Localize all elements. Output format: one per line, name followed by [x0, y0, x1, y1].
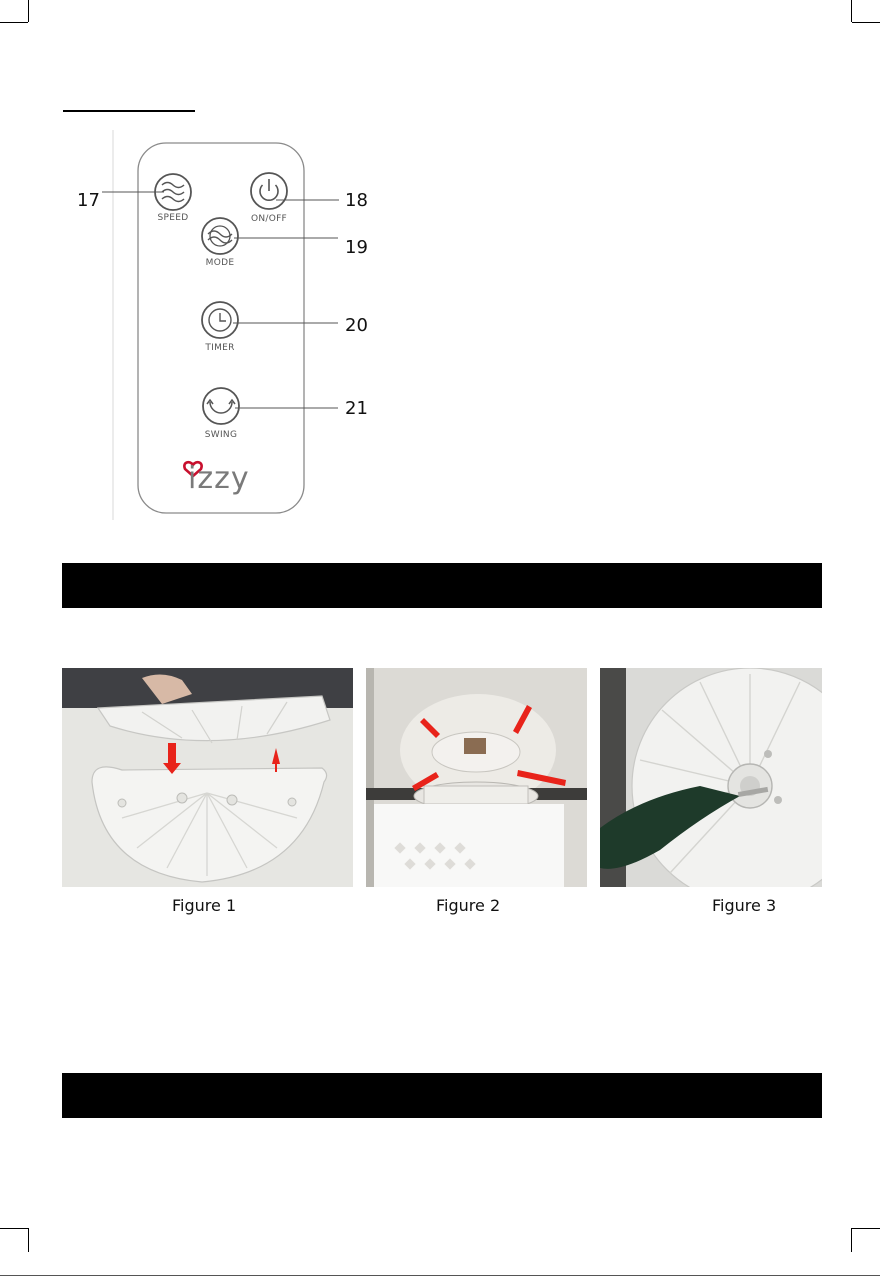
section-header-bar-1 — [62, 563, 822, 608]
callout-21: 21 — [345, 398, 368, 419]
figure-3-photo — [600, 668, 822, 887]
figure-2-photo — [366, 668, 587, 887]
crop-mark-bottom-right-h — [852, 1228, 880, 1229]
section-header-bar-2 — [62, 1073, 822, 1118]
power-label: ON/OFF — [250, 214, 288, 224]
crop-mark-top-right-h — [852, 22, 880, 23]
mode-label: MODE — [205, 258, 235, 268]
callout-20: 20 — [345, 315, 368, 336]
crop-mark-bottom-left-v — [28, 1228, 29, 1252]
callout-19: 19 — [345, 237, 368, 258]
figure-1-photo — [62, 668, 353, 887]
crop-mark-top-left-v — [28, 0, 29, 22]
crop-mark-top-right-v — [851, 0, 852, 22]
callout-17: 17 — [77, 190, 100, 211]
figure-1-caption: Figure 1 — [172, 896, 237, 915]
figure-3-caption: Figure 3 — [712, 896, 777, 915]
callout-18: 18 — [345, 190, 368, 211]
speed-label: SPEED — [157, 213, 189, 223]
crop-mark-bottom-right-v — [851, 1228, 852, 1252]
swing-label: SWING — [204, 430, 238, 440]
page-bottom-rule — [0, 1275, 880, 1276]
brand-logo-text: izzy — [188, 461, 250, 496]
crop-mark-bottom-left-h — [0, 1228, 28, 1229]
crop-mark-top-left-h — [0, 22, 28, 23]
figure-2-caption: Figure 2 — [436, 896, 501, 915]
timer-label: TIMER — [205, 343, 235, 353]
heading-underline — [63, 110, 195, 112]
remote-illustration — [60, 130, 380, 522]
